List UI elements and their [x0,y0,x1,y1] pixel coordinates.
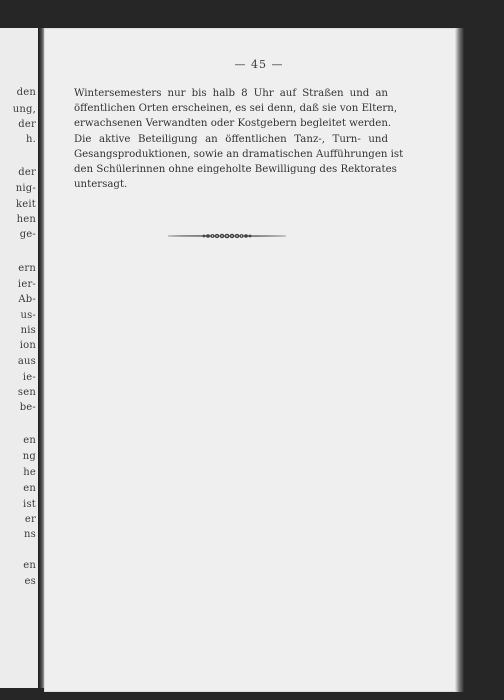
left-margin-fragment: er [24,514,36,525]
left-margin-fragment: Ab- [18,294,36,305]
left-margin-fragment: ist [23,499,36,510]
left-page-edge [0,28,38,688]
page-number: — 45 — [234,58,284,71]
body-line: den Schülerinnen ohne eingeholte Bewilligung des Rektorates [74,163,397,175]
left-margin-fragment: ung, [12,104,36,115]
left-margin-fragment: nis [20,325,36,336]
body-line: untersagt. [74,179,128,191]
body-paragraph [74,86,404,192]
body-line: Wintersemesters nur bis halb 8 Uhr auf Straßen und an [74,88,388,99]
left-margin-fragment: ng [22,451,36,462]
page-edge-shadow [456,28,464,692]
left-margin-fragment: ie- [22,372,36,383]
left-margin-fragment: ern [18,263,36,274]
left-margin-fragment: be- [19,402,36,413]
left-margin-fragment: ion [19,340,36,351]
left-margin-fragment: h. [25,134,36,145]
body-line: öffentlichen Orten erscheinen, es sei denn, daß sie von Eltern, [74,103,398,115]
left-margin-fragment: sen [17,387,36,398]
left-margin-fragment: der [18,167,36,178]
left-margin-fragment: den [16,87,36,98]
body-line: Gesangsproduktionen, sowie an dramatischen Aufführungen ist [74,148,404,160]
left-margin-fragment: ns [24,529,36,540]
left-margin-fragment: hen [16,214,36,225]
left-margin-fragment: en [23,483,36,494]
right-page [44,28,456,692]
left-margin-fragment: nig- [15,183,36,194]
left-margin-fragment: es [24,576,36,587]
left-margin-fragment: ge- [19,229,36,240]
left-margin-fragment: en [23,560,36,571]
left-margin-fragment: aus [17,356,36,367]
left-margin-fragment: keit [16,199,36,210]
left-margin-fragment: der [18,119,36,130]
left-margin-fragment: en [23,435,36,446]
left-margin-fragment: us- [20,310,36,321]
body-line: erwachsenen Verwandten oder Kostgebern begleitet werden. [74,118,392,130]
body-line: Die aktive Beteiligung an öffentlichen Tanz-, Turn- und [74,133,388,145]
ornamental-divider-icon [168,232,286,240]
left-margin-fragment: ier- [17,279,36,290]
left-margin-fragment: he [23,467,36,478]
